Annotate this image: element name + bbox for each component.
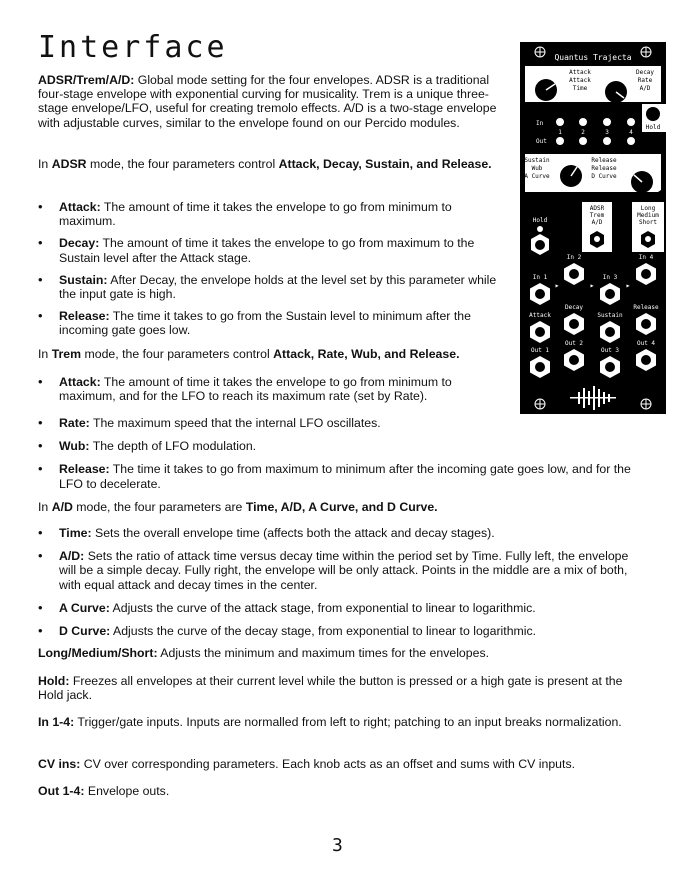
item-text: After Decay, the envelope holds at the level set by this parameter while the input gate is high. (59, 272, 497, 302)
def-term: Out 1-4: (38, 784, 85, 798)
item-text: The time it takes to go from maximum to minimum after the incoming gate goes low, and for the LFO to decelerate. (59, 462, 631, 491)
def-text: Freezes all envelopes at their current level while the button is pressed or a high gate is present at the Hold jack. (38, 674, 623, 703)
led-number: 4 (629, 129, 633, 136)
item-term: Release: (59, 309, 110, 324)
knob-sustain-label-2: Wub (531, 165, 543, 172)
input-jack-2-hole (569, 269, 579, 279)
def-term: In 1-4: (38, 715, 75, 729)
adsr-params: Attack, Decay, Sustain, and Release. (278, 157, 492, 171)
hold-button[interactable] (646, 107, 660, 121)
ad-mode-paragraph (38, 500, 648, 514)
input-jack-1-label: In 1 (532, 274, 548, 281)
led-in-1 (556, 118, 564, 126)
item-term: D Curve: (59, 624, 111, 639)
screw-icon (535, 399, 545, 409)
cv-jack-2-label: Decay (564, 304, 584, 311)
led-number: 2 (581, 129, 585, 136)
hold-jack-led (537, 226, 543, 232)
led-in-4 (627, 118, 635, 126)
item-text: The maximum speed that the internal LFO oscillates. (89, 416, 381, 430)
adsr-list (38, 200, 500, 338)
input-jack-4-label: In 4 (638, 254, 654, 261)
list-item (38, 375, 500, 403)
def-term: Long/Medium/Short: (38, 646, 158, 660)
list-item (38, 624, 643, 638)
ad-mid: mode, the four parameters are (72, 500, 246, 514)
module-panel-svg (520, 42, 666, 414)
knob-decay-label-1: Decay (635, 69, 655, 76)
item-text: Adjusts the curve of the decay stage, from exponential to linear to logarithmic. (110, 624, 537, 639)
adsr-mode-name: ADSR (51, 157, 87, 171)
output-jack-4-label: Out 4 (636, 340, 656, 347)
item-term: Sustain: (59, 272, 108, 287)
list-item (38, 439, 638, 453)
def-hold (38, 674, 648, 702)
def-outputs (38, 784, 648, 798)
list-item (38, 273, 500, 301)
knob-release-label-1: Release (591, 157, 617, 164)
led-out-2 (579, 137, 587, 145)
trem-params: Attack, Rate, Wub, and Release. (273, 347, 460, 361)
range-switch-label-1: Long (640, 205, 656, 212)
normal-arrow-icon: ▸ (589, 281, 595, 290)
normal-arrow-icon: ▸ (625, 281, 631, 290)
range-switch-label-2: Medium (637, 212, 659, 219)
hold-button-label: Hold (645, 124, 661, 131)
list-item (38, 601, 643, 615)
adsr-pre: In (38, 157, 52, 171)
input-jack-3-hole (605, 289, 615, 299)
trem-pre: In (38, 347, 52, 361)
trem-mid: mode, the four parameters control (81, 347, 274, 361)
screw-icon (641, 399, 651, 409)
list-item (38, 309, 500, 337)
list-item (38, 549, 643, 592)
def-cv (38, 757, 648, 771)
knob-decay-label-3: A/D (639, 85, 651, 92)
intro-paragraph (38, 73, 510, 130)
cv-jack-3-label: Sustain (597, 312, 623, 319)
mode-switch-toggle (594, 236, 600, 242)
item-term: Attack: (59, 375, 101, 389)
item-term: Decay: (59, 236, 100, 251)
led-in-3 (603, 118, 611, 126)
def-text: CV over corresponding parameters. Each knob acts as an offset and sums with CV inputs. (80, 757, 576, 771)
item-text: Sets the overall envelope time (affects both the attack and decay stages). (91, 526, 495, 540)
cv-jack-4-label: Release (633, 304, 659, 311)
ad-mode-name: A/D (51, 500, 73, 514)
cv-jack-2-hole (569, 319, 579, 329)
input-jack-1-hole (535, 289, 545, 299)
item-text: The depth of LFO modulation. (89, 439, 257, 454)
ad-pre: In (38, 500, 52, 514)
led-out-3 (603, 137, 611, 145)
output-jack-4-hole (641, 355, 651, 365)
led-number: 1 (558, 129, 562, 136)
mode-switch-label-2: Trem (589, 212, 605, 219)
intro-term: ADSR/Trem/A/D: (38, 73, 135, 87)
item-term: A Curve: (59, 600, 110, 615)
def-term: CV ins: (38, 757, 81, 771)
item-term: A/D: (59, 549, 85, 564)
knob-attack-label-2: Attack (569, 77, 591, 84)
item-text: The amount of time it takes the envelope to go from maximum to the Sustain level after the Attack stage. (59, 236, 475, 265)
led-out-4 (627, 137, 635, 145)
hold-jack-label: Hold (532, 217, 548, 224)
list-item (38, 526, 643, 540)
page-number: 3 (332, 835, 343, 856)
trem-list-b (38, 416, 638, 491)
item-term: Wub: (59, 439, 90, 454)
intro-text: Global mode setting for the four envelopes. ADSR is a traditional four-stage envelope with exponential curving for musicality. Trem is a unique three-stage envelope/LFO, useful for creating tremolo effects. A/D is a two-stage envelope with adjustable curves, similar to the envelope found on our Percido modules. (38, 73, 497, 130)
trem-mode-name: Trem (51, 347, 82, 361)
def-range (38, 646, 648, 660)
screw-icon (641, 47, 651, 57)
knob-release-label-3: D Curve (591, 173, 617, 180)
normal-arrow-icon: ▸ (554, 281, 560, 290)
cv-jack-1-hole (535, 327, 545, 337)
trem-mode-paragraph (38, 347, 510, 361)
led-out-1 (556, 137, 564, 145)
knob-sustain-label-1: Sustain (524, 157, 550, 164)
output-jack-1-hole (535, 362, 545, 372)
list-item (38, 200, 500, 228)
list-item (38, 462, 638, 490)
led-number: 3 (605, 129, 609, 136)
def-inputs (38, 715, 648, 729)
output-jack-3-hole (605, 362, 615, 372)
def-text: Envelope outs. (84, 784, 170, 798)
item-text: Sets the ratio of attack time versus decay time within the period set by Time. Fully left, the envelope will be a simple decay. Fully right, the envelope will be only attack. Points in the middle are a mix of both, with equal attack and decay times in the center. (59, 549, 629, 592)
item-text: Adjusts the curve of the attack stage, from exponential to linear to logarithmic. (109, 600, 536, 615)
def-term: Hold: (38, 674, 70, 688)
knob-attack-label-1: Attack (569, 69, 591, 76)
adsr-mode-paragraph (38, 157, 510, 171)
item-term: Release: (59, 462, 110, 477)
input-jack-2-label: In 2 (566, 254, 582, 261)
range-switch-label-3: Short (638, 219, 658, 226)
knob-decay-label-2: Rate (637, 77, 653, 84)
cv-jack-1-label: Attack (529, 312, 551, 319)
range-switch-toggle (645, 236, 651, 242)
led-in-2 (579, 118, 587, 126)
def-text: Adjusts the minimum and maximum times for the envelopes. (157, 646, 490, 660)
output-jack-2-hole (569, 355, 579, 365)
knob-release-label-2: Release (591, 165, 617, 172)
list-item (38, 416, 638, 430)
knob-sustain-label-3: A Curve (524, 173, 550, 180)
hold-jack-hole (535, 240, 545, 250)
module-name: Quantus Trajecta (554, 53, 632, 62)
output-jack-1-label: Out 1 (530, 347, 550, 354)
item-text: The time it takes to go from the Sustain level to minimum after the incoming gate goes low. (59, 309, 471, 338)
mode-switch-label-3: A/D (591, 219, 603, 226)
output-jack-3-label: Out 3 (600, 347, 620, 354)
trem-list-a (38, 375, 500, 403)
def-text: Trigger/gate inputs. Inputs are normalled from left to right; patching to an input breaks normalization. (74, 715, 622, 729)
module-panel-illustration (520, 42, 666, 414)
output-jack-2-label: Out 2 (564, 340, 584, 347)
adsr-mid: mode, the four parameters control (86, 157, 279, 171)
input-jack-3-label: In 3 (602, 274, 618, 281)
input-jack-4-hole (641, 269, 651, 279)
cv-jack-4-hole (641, 319, 651, 329)
item-term: Attack: (59, 200, 101, 214)
screw-icon (535, 47, 545, 57)
list-item (38, 236, 500, 264)
item-text: The amount of time it takes the envelope to go from minimum to maximum. (59, 200, 452, 229)
mode-switch-label-1: ADSR (589, 205, 605, 212)
cv-jack-3-hole (605, 327, 615, 337)
in-label: In (536, 120, 544, 127)
knob-attack-label-3: Time (572, 85, 588, 92)
item-term: Rate: (59, 416, 90, 430)
item-text: The amount of time it takes the envelope to go from minimum to maximum, and for the LFO to reach its maximum rate (set by Rate). (59, 375, 452, 404)
out-label: Out (536, 138, 547, 145)
item-term: Time: (59, 526, 92, 540)
ad-list (38, 526, 643, 638)
page-title: Interface (38, 30, 228, 65)
ad-params: Time, A/D, A Curve, and D Curve. (245, 500, 438, 514)
